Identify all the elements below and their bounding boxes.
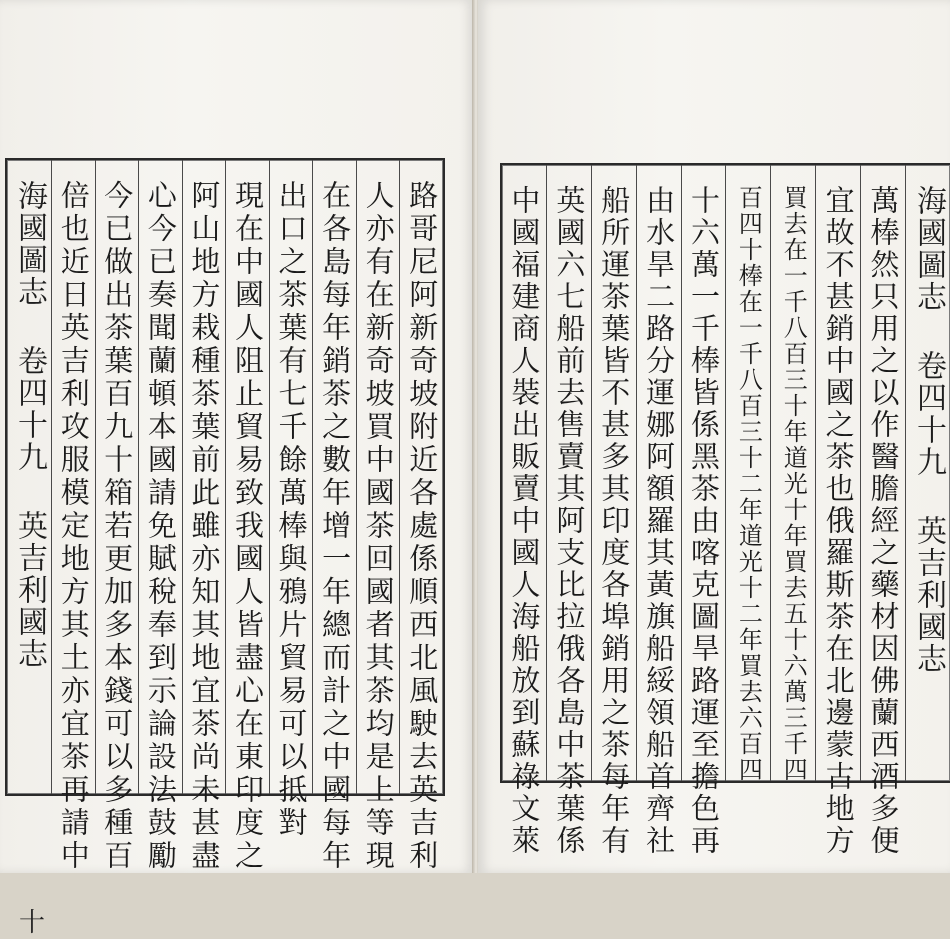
text-column: 今已做出茶葉百九十箱若更加多本錢可以多種百 <box>95 160 139 794</box>
left-text-frame <box>5 158 445 938</box>
text-column: 船所運茶葉皆不甚多其印度各埠銷用之茶每年有 <box>591 165 636 781</box>
text-column: 萬棒然只用之以作醫膽經之藥材因佛蘭西酒多便 <box>860 165 905 781</box>
text-column: 中國福建商人裝出販賣中國人海船放到蘇祿文萊 <box>507 185 542 857</box>
right-page <box>478 0 950 873</box>
text-column: 買去在一千八百三十年道光十年買去五十六萬三千四 <box>770 165 815 781</box>
text-column: 心今已奏聞蘭頓本國請免賦稅奉到示論設法鼓勵 <box>138 160 182 794</box>
left-page <box>0 0 474 938</box>
margin-column <box>905 165 950 781</box>
text-column: 路哥尼阿新奇坡附近各處係順西北風駛去英吉利 <box>399 160 443 794</box>
text-column: 倍也近日英吉利攻服模定地方其土亦宜茶再請中 <box>51 160 95 794</box>
text-column: 人亦有在新奇坡買中國茶回國者其茶均是上等現 <box>356 160 400 794</box>
margin-title: 海國圖志 卷四十九 英吉利國志 <box>911 185 946 675</box>
text-column: 現在中國人阻止貿易致我國人皆盡心在東印度之 <box>225 160 269 794</box>
text-column: 十六萬一千棒皆係黑茶由喀克圖旱路運至擔色再 <box>681 165 726 781</box>
text-column: 由水旱二路分運娜阿額羅其黃旗船綏領船首齊社 <box>636 165 681 781</box>
margin-column <box>7 160 51 794</box>
text-column: 阿山地方栽種茶葉前此雖亦知其地宜茶尚未甚盡 <box>182 160 226 794</box>
text-column: 宜故不甚銷中國之茶也俄羅斯茶在北邊蒙古地方 <box>815 165 860 781</box>
text-column: 百四十棒在一千八百三十二年道光十二年買去六百四 <box>725 165 770 781</box>
margin-title: 海國圖志 卷四十九 英吉利國志 <box>11 180 47 670</box>
page-number: 十 <box>19 908 46 938</box>
text-column: 出口之茶葉有七千餘萬棒與鴉片貿易可以抵對 <box>269 160 313 794</box>
text-column: 英國六七船前去售賣其阿支比拉俄各島中茶葉係 <box>546 165 591 781</box>
text-column: 在各島每年銷茶之數年增一年總而計之中國每年 <box>312 160 356 794</box>
right-text-frame <box>500 163 950 857</box>
